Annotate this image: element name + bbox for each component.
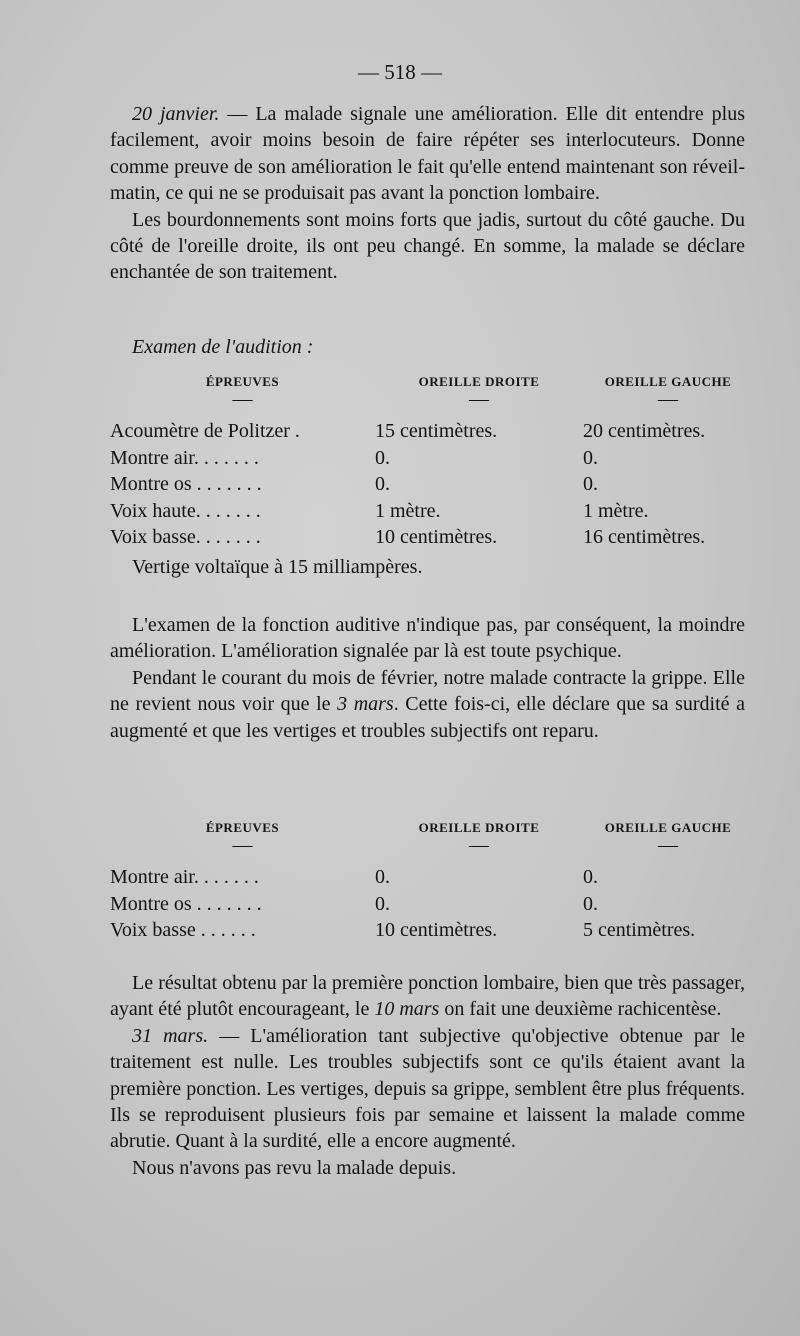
text-block-2	[110, 612, 745, 744]
paragraph: 31 mars. — L'amélioration tant subjective qu'objective obtenue par le traitement est nulle. Les troubles subjectifs sont ce qu'ils étaient avant la première ponction. Les vertiges, depuis sa grippe, semblent être plus fréquents. Ils se reproduisent plusieurs fois par semaine et laissent la malade comme abrutie. Quant à la surdité, elle a encore augmenté.	[110, 1024, 745, 1153]
header-rule-row	[110, 836, 753, 866]
column-header: OREILLE GAUCHE	[604, 820, 732, 835]
column-header: OREILLE DROITE	[418, 820, 540, 835]
paragraph: L'examen de la fonction auditive n'indique pas, par conséquent, la moindre amélioration. L'amélioration signalée par là est toute psychique.	[110, 614, 745, 663]
dash: —	[658, 834, 678, 856]
table-header-row	[110, 812, 753, 836]
paragraph: Le résultat obtenu par la première ponction lombaire, bien que très passager, ayant été plutôt encourageant, le 10 mars on fait une deuxième rachicentèse.	[110, 972, 745, 1021]
table-row: Montre air. . . . . . . 0. 0.	[110, 866, 598, 888]
section-heading: Examen de l'audition :	[132, 336, 314, 358]
dash: —	[232, 834, 253, 856]
table-row: Acoumètre de Politzer . 15 centimètres. 20 centimètres.	[110, 420, 706, 442]
table-row: Montre os . . . . . . . 0. 0.	[110, 473, 598, 495]
table-row: Voix haute. . . . . . . 1 mètre. 1 mètre.	[110, 499, 649, 522]
vertige-line: Vertige voltaïque à 15 milliampères.	[132, 556, 423, 578]
dash: —	[658, 388, 678, 410]
audition-table-2	[110, 812, 753, 946]
text-block-3	[110, 970, 745, 1181]
table-row: Voix basse. . . . . . . 10 centimètres. 16 centimètres.	[110, 526, 706, 548]
column-header: ÉPREUVES	[205, 820, 280, 835]
table-row: Montre os . . . . . . . 0. 0.	[110, 892, 598, 915]
table-header-row	[110, 366, 753, 390]
table-row: Montre air. . . . . . . 0. 0.	[110, 446, 598, 469]
header-rule-row	[110, 390, 753, 420]
dash: —	[469, 834, 489, 856]
paragraph: Nous n'avons pas revu la malade depuis.	[132, 1156, 457, 1179]
paragraph: Les bourdonnements sont moins forts que jadis, surtout du côté gauche. Du côté de l'oreille droite, ils ont peu changé. En somme, la malade se déclare enchantée de son traitement.	[110, 208, 745, 284]
column-header: OREILLE GAUCHE	[604, 374, 732, 389]
dash: —	[469, 388, 489, 410]
audition-table-1	[110, 366, 753, 553]
column-header: ÉPREUVES	[205, 374, 280, 389]
page-number: — 518 —	[358, 60, 442, 84]
paragraph: Pendant le courant du mois de février, notre malade contracte la grippe. Elle ne revient nous voir que le 3 mars. Cette fois-ci, elle déclare que sa surdité a augmenté et que les vertiges et troubles subjectifs ont reparu.	[110, 666, 745, 742]
table-row: Voix basse . . . . . . 10 centimètres. 5 centimètres.	[110, 919, 696, 941]
text-block-1	[110, 101, 745, 286]
dash: —	[232, 388, 253, 410]
paragraph: 20 janvier. — La malade signale une amélioration. Elle dit entendre plus facilement, avoir moins besoin de faire répéter ses interlocuteurs. Donne comme preuve de son amélioration le fait qu'elle entend maintenant son réveil-matin, ce qui ne se produisait pas avant la ponction lombaire.	[110, 103, 745, 205]
column-header: OREILLE DROITE	[418, 374, 540, 389]
